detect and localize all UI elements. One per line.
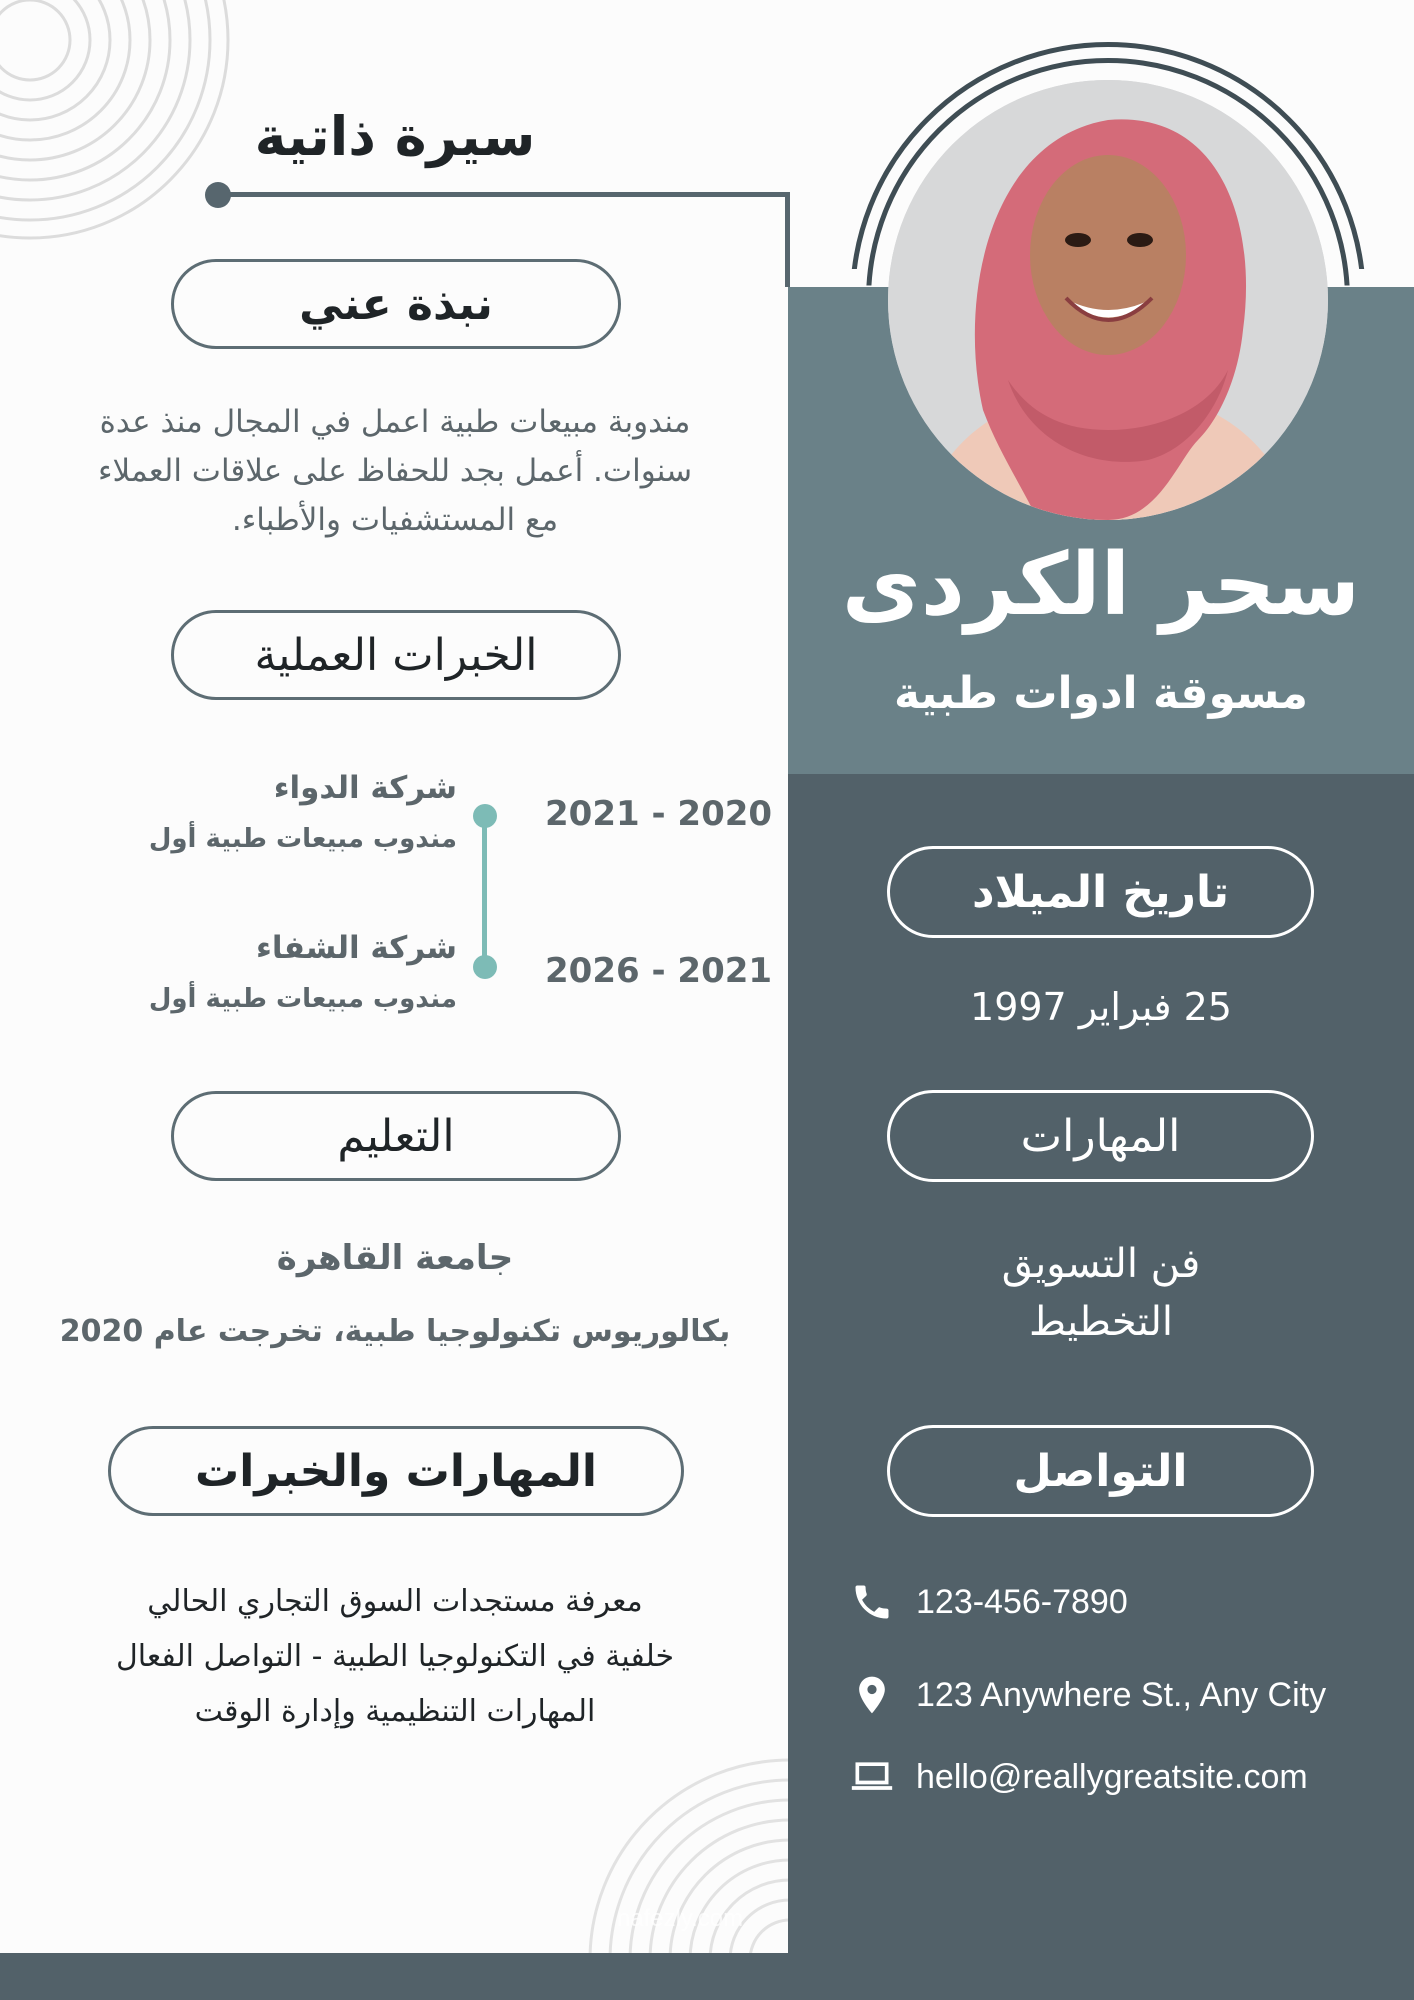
- title-line: [219, 192, 790, 197]
- location-pin-icon: [850, 1673, 894, 1717]
- skills-experience-line: معرفة مستجدات السوق التجاري الحالي: [147, 1584, 643, 1619]
- contact-phone[interactable]: 123-456-7890: [916, 1582, 1128, 1621]
- skills-experience-line: خلفية في التكنولوجيا الطبية - التواصل الفعال: [115, 1639, 675, 1674]
- bottom-strip: [0, 1953, 788, 2000]
- experience-heading: الخبرات العملية: [171, 610, 621, 700]
- decorative-circles-top: [0, 0, 230, 240]
- person-role: مسوقة ادوات طبية: [893, 668, 1309, 719]
- contact-email-row: [850, 1755, 1308, 1799]
- education-university: جامعة القاهرة: [276, 1238, 514, 1278]
- person-name: سحر الكردى: [841, 535, 1361, 635]
- document-title: سيرة ذاتية: [254, 105, 536, 168]
- contact-heading: التواصل: [887, 1425, 1314, 1517]
- title-line-vertical: [785, 192, 790, 287]
- skills-experience-text: [50, 1574, 740, 1739]
- experience-position: مندوب مبيعات طبية أول: [148, 824, 457, 854]
- watermark: nafezly.com: [616, 1905, 744, 1932]
- birth-date: 25 فبراير 1997: [970, 985, 1232, 1029]
- about-line: مندوبة مبيعات طبية اعمل في المجال منذ عدة: [99, 404, 691, 440]
- about-heading: نبذة عني: [171, 259, 621, 349]
- education-degree: بكالوريوس تكنولوجيا طبية، تخرجت عام 2020: [59, 1314, 731, 1349]
- profile-photo: [888, 80, 1328, 520]
- experience-company: شركة الشفاء: [255, 930, 457, 966]
- about-line: مع المستشفيات والأطباء.: [231, 502, 559, 538]
- experience-company: شركة الدواء: [273, 770, 457, 806]
- experience-years: 2021 - 2020: [545, 794, 773, 834]
- skills-list: [788, 1235, 1414, 1351]
- skill-item: فن التسويق: [1001, 1241, 1201, 1287]
- info-panel: [788, 774, 1414, 2000]
- experience-years: 2026 - 2021: [545, 951, 773, 991]
- timeline-dot: [473, 804, 497, 828]
- phone-icon: [850, 1580, 894, 1624]
- contact-email[interactable]: hello@reallygreatsite.com: [916, 1757, 1308, 1796]
- skills-heading: المهارات: [887, 1090, 1314, 1182]
- timeline-dot: [473, 955, 497, 979]
- education-heading: التعليم: [171, 1091, 621, 1181]
- contact-address: 123 Anywhere St., Any City: [916, 1675, 1327, 1714]
- skills-experience-line: المهارات التنظيمية وإدارة الوقت: [194, 1694, 596, 1729]
- laptop-icon: [850, 1755, 894, 1799]
- experience-position: مندوب مبيعات طبية أول: [148, 984, 457, 1014]
- about-line: سنوات. أعمل بجد للحفاظ على علاقات العملاء: [97, 453, 693, 489]
- contact-phone-row: [850, 1580, 1128, 1624]
- skills-experience-heading: المهارات والخبرات: [108, 1426, 684, 1516]
- timeline-line: [482, 815, 487, 967]
- contact-address-row: [850, 1673, 1326, 1717]
- skill-item: التخطيط: [1028, 1299, 1174, 1345]
- birth-heading: تاريخ الميلاد: [887, 846, 1314, 938]
- about-text: [50, 398, 740, 545]
